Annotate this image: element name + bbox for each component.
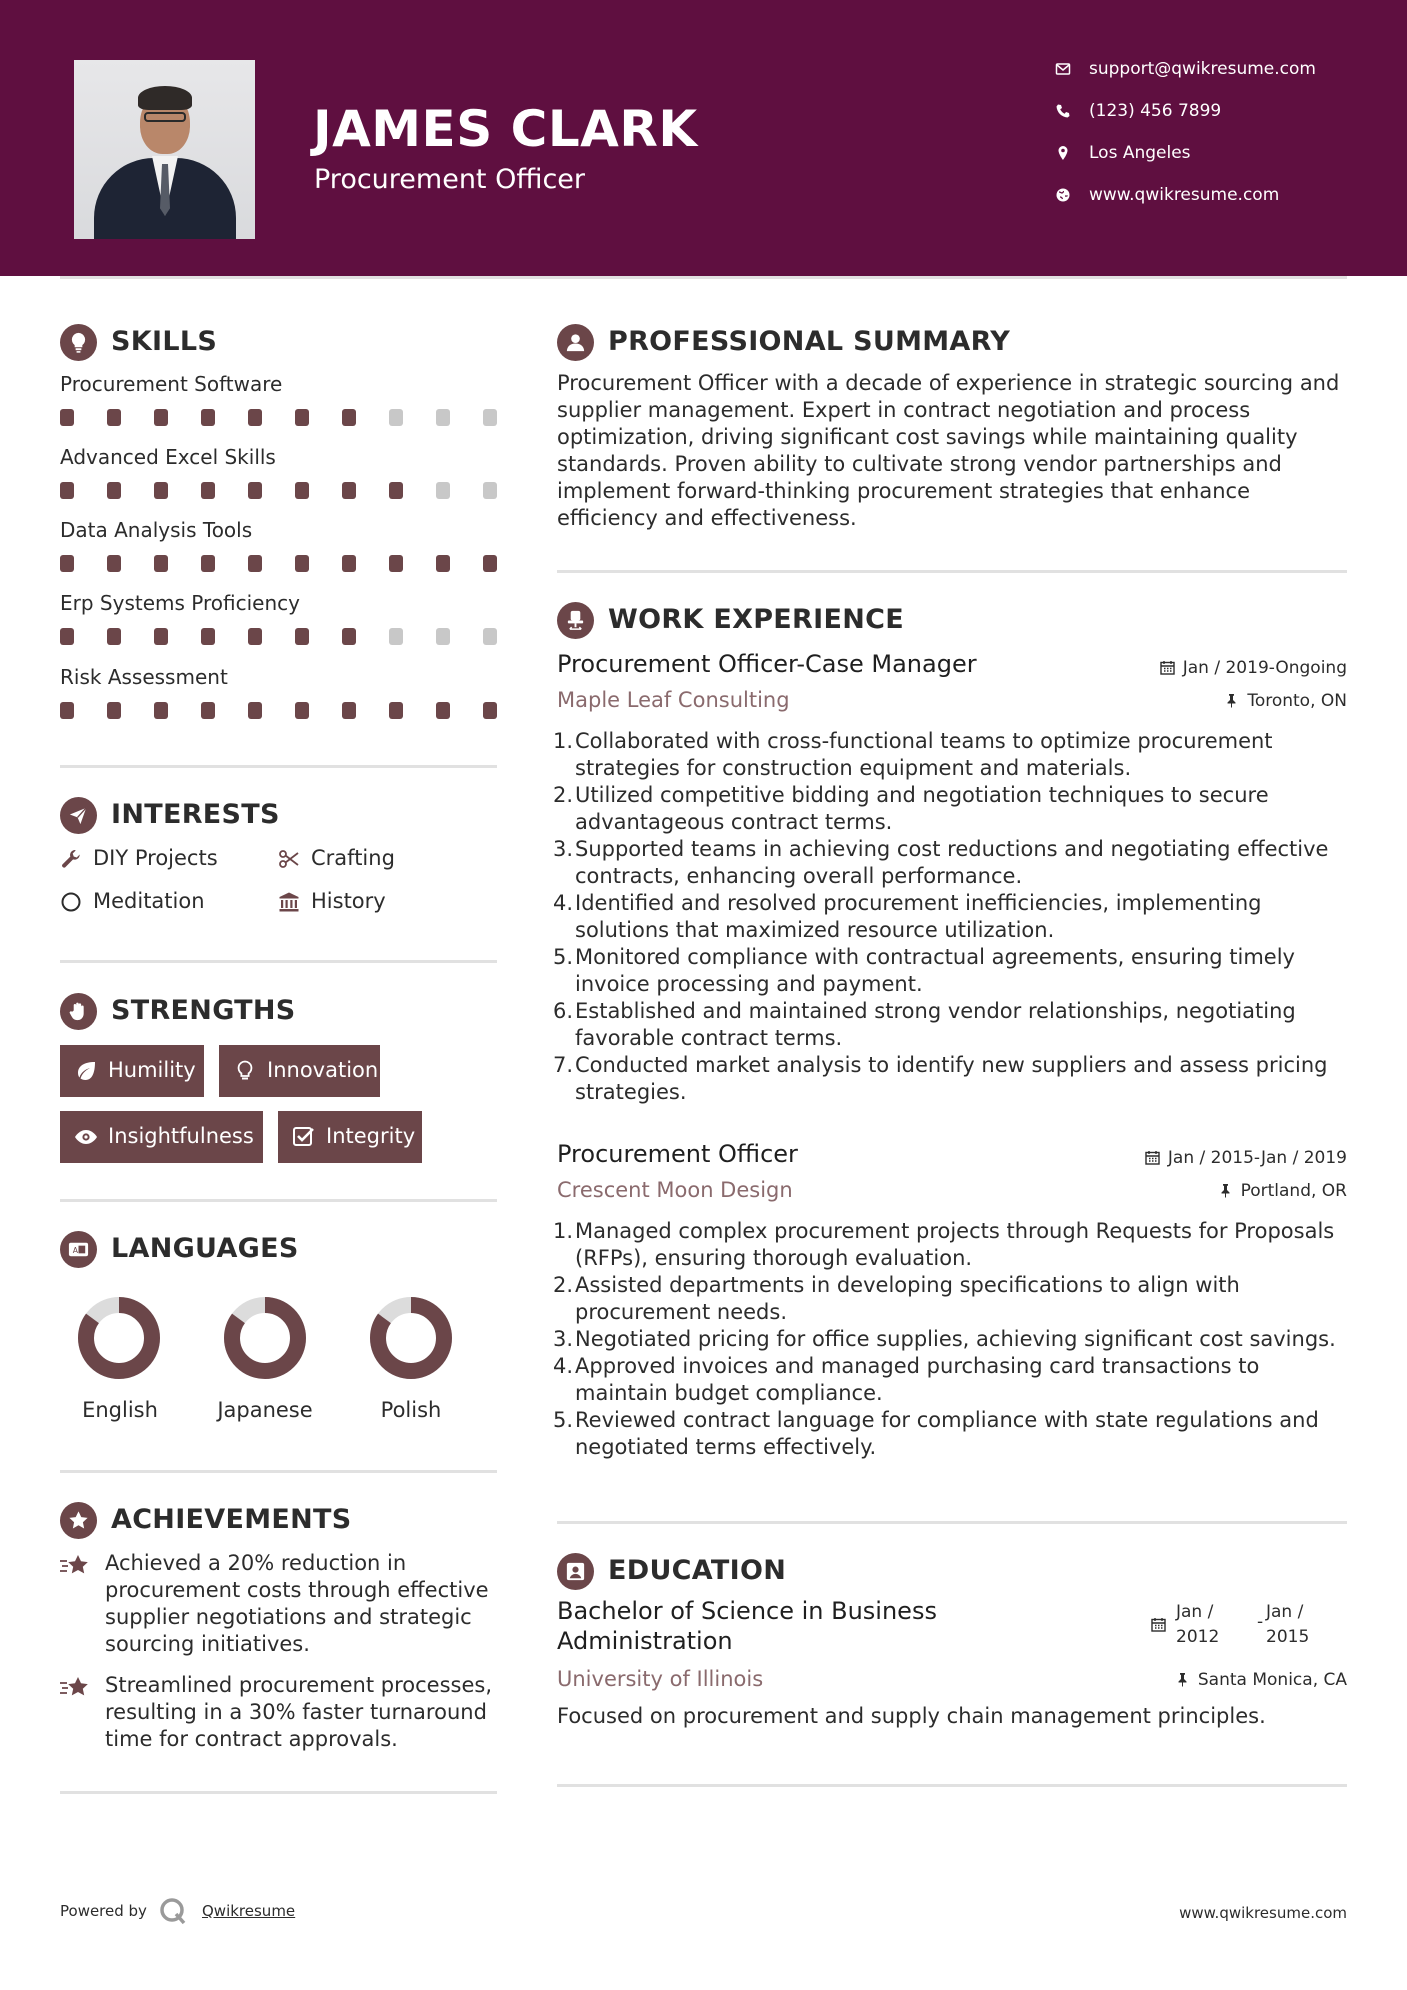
candidate-title: Procurement Officer xyxy=(314,164,586,195)
qwikresume-logo-icon xyxy=(158,1896,188,1926)
pushpin-icon xyxy=(1175,1672,1190,1687)
summary-section-icon xyxy=(557,324,594,361)
skill-dot xyxy=(201,628,215,645)
section-divider xyxy=(557,1521,1347,1524)
footer-website-link[interactable]: www.qwikresume.com xyxy=(1179,1904,1347,1922)
skill-dot xyxy=(295,628,309,645)
skill-dot xyxy=(483,409,497,426)
check-square-icon xyxy=(292,1126,316,1148)
education-date-start-line: Jan / xyxy=(1176,1602,1214,1622)
achievements-title: ACHIEVEMENTS xyxy=(111,1504,352,1535)
skill-rating xyxy=(60,555,500,575)
svg-text:A: A xyxy=(72,1245,78,1255)
interest-label: Meditation xyxy=(93,889,205,913)
skill-dot xyxy=(436,628,450,645)
skill-dot xyxy=(248,702,262,719)
job-duty-text: Identified and resolved procurement inefficiencies, implementing solutions that maximized resource utilization. xyxy=(575,891,1262,942)
skill-name: Erp Systems Proficiency xyxy=(60,591,300,615)
interests-title: INTERESTS xyxy=(111,799,280,830)
education-date-end-line: Jan / xyxy=(1266,1602,1304,1622)
contact-phone-text: (123) 456 7899 xyxy=(1089,101,1222,121)
contact-website-text: www.qwikresume.com xyxy=(1089,185,1280,205)
skill-dot xyxy=(107,702,121,719)
interest-label: Crafting xyxy=(311,846,395,870)
skill-dot xyxy=(154,555,168,572)
job-duty-number: 2. xyxy=(553,783,574,807)
skill-rating xyxy=(60,628,500,648)
job-duty-text: Established and maintained strong vendor relationships, negotiating favorable contract terms. xyxy=(575,999,1296,1050)
strength-badge xyxy=(60,1045,204,1097)
education-school: University of Illinois xyxy=(557,1667,764,1691)
strength-label: Insightfulness xyxy=(108,1124,254,1148)
job-duty-number: 4. xyxy=(553,1354,574,1378)
job-duty-text: Reviewed contract language for compliance with state regulations and negotiated terms effectively. xyxy=(575,1408,1319,1459)
skill-dot xyxy=(436,702,450,719)
skills-section-icon xyxy=(60,324,97,361)
job-duty-item xyxy=(553,836,1355,890)
language-donut xyxy=(77,1296,161,1380)
pushpin-icon xyxy=(1224,693,1239,708)
job-duty-number: 7. xyxy=(553,1053,574,1077)
skill-name: Procurement Software xyxy=(60,372,283,396)
job-date xyxy=(1145,1148,1347,1168)
skill-dot xyxy=(342,628,356,645)
skill-dot xyxy=(248,409,262,426)
skill-dot xyxy=(436,482,450,499)
job-duty-number: 5. xyxy=(553,945,574,969)
experience-section-icon xyxy=(557,602,594,639)
strength-label: Innovation xyxy=(267,1058,379,1082)
skill-name: Data Analysis Tools xyxy=(60,518,253,542)
contact-email-text: support@qwikresume.com xyxy=(1089,59,1316,79)
skill-dot xyxy=(483,482,497,499)
education-date-start-year: 2012 xyxy=(1176,1627,1220,1647)
section-divider xyxy=(60,960,497,963)
contact-location-text: Los Angeles xyxy=(1089,143,1191,163)
achievements-section-icon xyxy=(60,1502,97,1539)
job-duty-text: Monitored compliance with contractual agreements, ensuring timely invoice processing and payment. xyxy=(575,945,1295,996)
skill-dot xyxy=(201,409,215,426)
skill-dot xyxy=(201,702,215,719)
candidate-name: JAMES CLARK xyxy=(313,100,698,158)
job-duty-item xyxy=(553,1353,1355,1407)
job-duty-item xyxy=(553,1272,1355,1326)
section-divider xyxy=(60,1470,497,1473)
languages-section-icon xyxy=(60,1231,97,1268)
circle-icon xyxy=(60,891,82,913)
education-section-icon xyxy=(557,1553,594,1590)
strength-label: Integrity xyxy=(326,1124,416,1148)
job-location-text: Toronto, ON xyxy=(1247,691,1347,711)
section-divider xyxy=(60,1199,497,1202)
language-label: Japanese xyxy=(217,1398,313,1422)
job-duty-text: Collaborated with cross-functional teams to optimize procurement strategies for construction equipment and materials. xyxy=(575,729,1273,780)
language-icon xyxy=(67,1238,90,1261)
lightbulb-icon xyxy=(233,1060,257,1082)
job-duty-text: Utilized competitive bidding and negotiation techniques to secure advantageous contract terms. xyxy=(575,783,1269,834)
resume-header xyxy=(0,0,1407,276)
skill-dot xyxy=(154,482,168,499)
user-icon xyxy=(564,331,587,354)
job-location xyxy=(1224,691,1347,711)
job-duty-number: 4. xyxy=(553,891,574,915)
skill-dot xyxy=(389,555,403,572)
job-location-text: Portland, OR xyxy=(1240,1181,1347,1201)
star-icon xyxy=(67,1509,90,1532)
job-duties-list xyxy=(553,1218,1355,1461)
job-duty-number: 3. xyxy=(553,1327,574,1351)
lightbulb-icon xyxy=(67,331,90,354)
job-duty-item xyxy=(553,944,1355,998)
interests-section-icon xyxy=(60,797,97,834)
skill-dot xyxy=(107,628,121,645)
skill-dot xyxy=(248,482,262,499)
skill-dot xyxy=(389,409,403,426)
strength-badge xyxy=(60,1111,263,1163)
skill-dot xyxy=(154,628,168,645)
institution-icon xyxy=(278,891,300,913)
job-duty-item xyxy=(553,782,1355,836)
skill-dot xyxy=(154,409,168,426)
education-date-start xyxy=(1176,1600,1219,1650)
language-donut xyxy=(369,1296,453,1380)
job-duty-item xyxy=(553,1326,1355,1353)
job-duty-item xyxy=(553,1218,1355,1272)
strength-label: Humility xyxy=(108,1058,196,1082)
education-description: Focused on procurement and supply chain management principles. xyxy=(557,1704,1266,1728)
profile-photo xyxy=(74,60,255,239)
job-duty-number: 5. xyxy=(553,1408,574,1432)
job-duty-number: 1. xyxy=(553,1219,574,1243)
footer-powered-by: Powered by xyxy=(60,1902,147,1920)
eye-icon xyxy=(74,1126,98,1148)
skills-title: SKILLS xyxy=(111,326,218,357)
calendar-icon xyxy=(1145,1150,1160,1165)
skill-name: Risk Assessment xyxy=(60,665,228,689)
star-bullet-icon xyxy=(59,1675,91,1703)
achievement-text: Achieved a 20% reduction in procurement costs through effective supplier negotiations and strategic sourcing initiatives. xyxy=(105,1551,489,1656)
wrench-icon xyxy=(60,848,82,870)
interest-label: History xyxy=(311,889,386,913)
job-duty-text: Managed complex procurement projects through Requests for Proposals (RFPs), ensuring thorough evaluation. xyxy=(575,1219,1335,1270)
job-date-text: Jan / 2019-Ongoing xyxy=(1182,658,1347,678)
skill-dot xyxy=(248,555,262,572)
strengths-title: STRENGTHS xyxy=(111,995,296,1026)
skill-dot xyxy=(107,482,121,499)
job-duty-text: Assisted departments in developing specifications to align with procurement needs. xyxy=(575,1273,1240,1324)
globe-icon xyxy=(1055,187,1071,203)
paper-plane-icon xyxy=(67,804,90,827)
footer-brand-link[interactable]: Qwikresume xyxy=(202,1902,296,1920)
scissors-icon xyxy=(278,848,300,870)
skill-dot xyxy=(389,702,403,719)
job-duty-number: 1. xyxy=(553,729,574,753)
skill-dot xyxy=(295,482,309,499)
languages-title: LANGUAGES xyxy=(111,1233,299,1264)
skill-dot xyxy=(483,628,497,645)
skill-name: Advanced Excel Skills xyxy=(60,445,276,469)
education-location xyxy=(1175,1670,1347,1690)
envelope-icon xyxy=(1055,61,1071,77)
job-duty-item xyxy=(553,998,1355,1052)
skill-dot xyxy=(342,555,356,572)
strength-badge xyxy=(219,1045,380,1097)
phone-icon xyxy=(1055,103,1071,119)
job-duty-number: 6. xyxy=(553,999,574,1023)
star-bullet-icon xyxy=(59,1553,91,1581)
achievement-text: Streamlined procurement processes, resulting in a 30% faster turnaround time for contract approvals. xyxy=(105,1673,493,1751)
skill-dot xyxy=(342,409,356,426)
job-date-text: Jan / 2015-Jan / 2019 xyxy=(1167,1148,1347,1168)
experience-title: WORK EXPERIENCE xyxy=(608,604,904,635)
skill-dot xyxy=(342,702,356,719)
strength-badge xyxy=(278,1111,422,1163)
skill-dot xyxy=(60,409,74,426)
job-title: Procurement Officer-Case Manager xyxy=(557,650,977,678)
office-chair-icon xyxy=(564,609,587,632)
job-duty-number: 3. xyxy=(553,837,574,861)
summary-title: PROFESSIONAL SUMMARY xyxy=(608,326,1011,357)
job-duty-text: Conducted market analysis to identify new suppliers and assess pricing strategies. xyxy=(575,1053,1328,1104)
section-divider xyxy=(557,570,1347,573)
skill-dot xyxy=(201,482,215,499)
map-marker-icon xyxy=(1055,145,1071,161)
job-duty-item xyxy=(553,890,1355,944)
job-duty-text: Negotiated pricing for office supplies, achieving significant cost savings. xyxy=(575,1327,1336,1351)
hand-icon xyxy=(67,1000,90,1023)
skill-dot xyxy=(483,555,497,572)
skill-dot xyxy=(389,628,403,645)
job-duty-item xyxy=(553,728,1355,782)
skill-dot xyxy=(436,409,450,426)
job-duty-text: Approved invoices and managed purchasing card transactions to maintain budget compliance. xyxy=(575,1354,1260,1405)
language-label: Polish xyxy=(380,1398,442,1422)
skill-dot xyxy=(295,702,309,719)
company-name: Crescent Moon Design xyxy=(557,1178,793,1202)
skill-rating xyxy=(60,702,500,722)
job-title: Procurement Officer xyxy=(557,1140,798,1168)
skill-dot xyxy=(107,409,121,426)
interest-label: DIY Projects xyxy=(93,846,218,870)
pushpin-icon xyxy=(1218,1183,1233,1198)
education-degree: Bachelor of Science in Business Administration xyxy=(557,1597,937,1655)
skill-rating xyxy=(60,482,500,502)
skill-dot xyxy=(60,628,74,645)
job-duty-item xyxy=(553,1052,1355,1106)
education-location-text: Santa Monica, CA xyxy=(1197,1670,1347,1690)
summary-text: Procurement Officer with a decade of experience in strategic sourcing and supplier management. Expert in contract negotiation and process optimization, driving significant cost savings while maintaining quality standards. Proven ability to cultivate strong vendor partnerships and implement forward-thinking procurement strategies that enhance efficiency and effectiveness. xyxy=(557,371,1340,530)
skill-rating xyxy=(60,409,500,429)
skill-dot xyxy=(342,482,356,499)
section-divider xyxy=(557,1784,1347,1787)
education-date-end xyxy=(1266,1600,1309,1650)
education-title: EDUCATION xyxy=(608,1555,787,1586)
skill-dot xyxy=(107,555,121,572)
skill-dot xyxy=(295,555,309,572)
leaf-icon xyxy=(74,1060,98,1082)
language-donut xyxy=(223,1296,307,1380)
calendar-icon xyxy=(1151,1617,1166,1632)
skill-dot xyxy=(60,482,74,499)
language-label: English xyxy=(82,1398,158,1422)
skill-dot xyxy=(154,702,168,719)
section-divider xyxy=(60,1791,497,1794)
graduate-icon xyxy=(564,1560,587,1583)
skill-dot xyxy=(201,555,215,572)
skill-dot xyxy=(60,555,74,572)
skill-dot xyxy=(483,702,497,719)
skill-dot xyxy=(60,702,74,719)
job-duty-text: Supported teams in achieving cost reductions and negotiating effective contracts, enhancing overall performance. xyxy=(575,837,1329,888)
job-duties-list xyxy=(553,728,1355,1106)
header-divider xyxy=(60,276,1347,279)
skill-dot xyxy=(389,482,403,499)
job-duty-number: 2. xyxy=(553,1273,574,1297)
skill-dot xyxy=(295,409,309,426)
skill-dot xyxy=(436,555,450,572)
education-date-separator: - xyxy=(1257,1612,1264,1632)
calendar-icon xyxy=(1160,660,1175,675)
job-date xyxy=(1160,658,1347,678)
section-divider xyxy=(60,765,497,768)
job-location xyxy=(1218,1181,1347,1201)
company-name: Maple Leaf Consulting xyxy=(557,688,790,712)
strengths-section-icon xyxy=(60,993,97,1030)
skill-dot xyxy=(248,628,262,645)
job-duty-item xyxy=(553,1407,1355,1461)
education-date-end-year: 2015 xyxy=(1266,1627,1310,1647)
